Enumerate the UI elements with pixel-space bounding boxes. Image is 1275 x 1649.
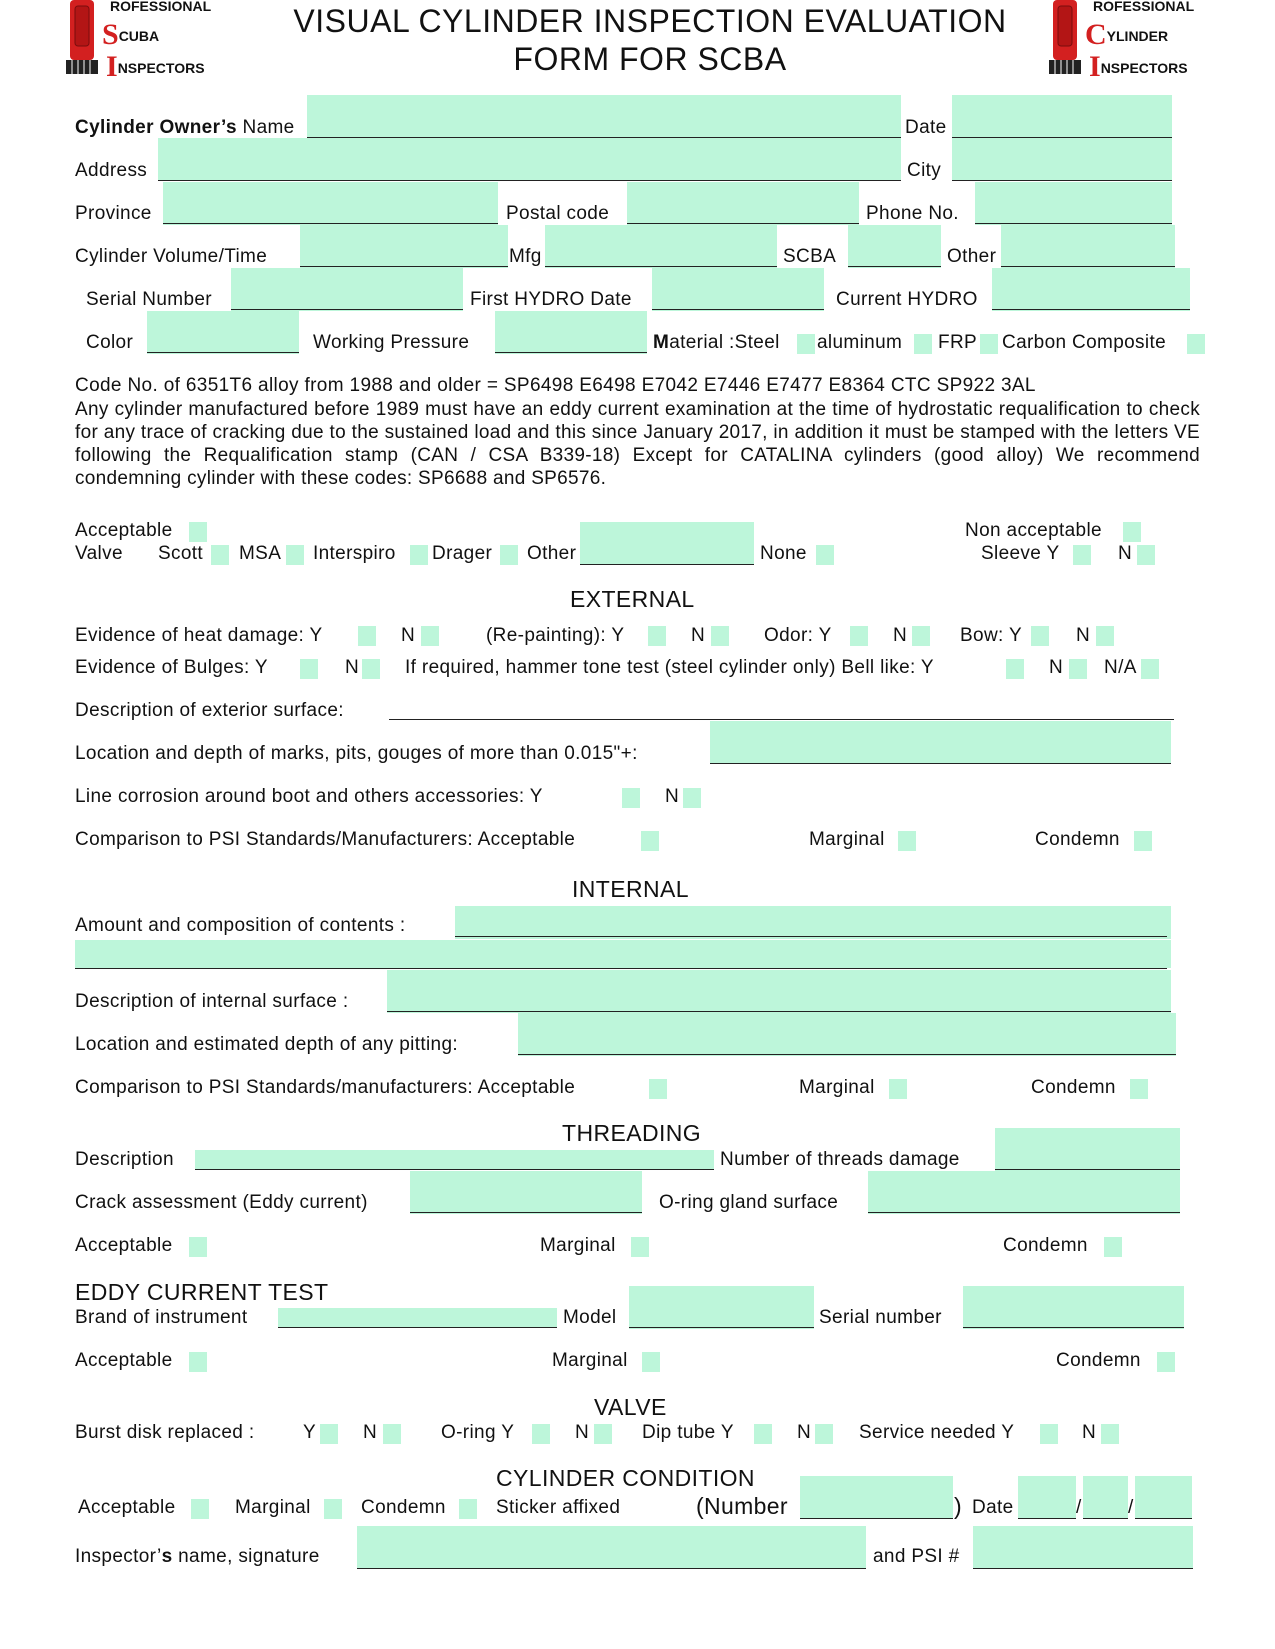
bow-yes-checkbox[interactable] — [1031, 626, 1049, 646]
valve-non-acceptable-label: Non acceptable — [965, 520, 1102, 541]
thread-description-label: Description — [75, 1149, 174, 1170]
condition-heading: CYLINDER CONDITION — [496, 1465, 755, 1491]
working-pressure-label: Working Pressure — [313, 332, 470, 353]
threading-condemn-checkbox[interactable] — [1104, 1237, 1122, 1257]
hammer-no-checkbox[interactable] — [1069, 659, 1087, 679]
burst-disk-yes-label: Y — [303, 1422, 317, 1443]
form-title-line-2: FORM FOR SCBA — [513, 41, 787, 77]
valve-heading: VALVE — [594, 1394, 667, 1420]
internal-acceptable-checkbox[interactable] — [649, 1079, 667, 1099]
condition-condemn-label: Condemn — [361, 1497, 446, 1518]
postal-code-label: Postal code — [506, 203, 610, 224]
line-corrosion-no-checkbox[interactable] — [683, 788, 701, 808]
threading-acceptable-label: Acceptable — [75, 1235, 173, 1256]
sleeve-label: Sleeve Y — [981, 543, 1060, 564]
condition-date-month-field[interactable] — [1083, 1476, 1128, 1519]
condition-date-label: Date — [972, 1497, 1014, 1518]
hammer-na-label: N/A — [1104, 657, 1137, 678]
valve-interspiro-checkbox[interactable] — [410, 545, 428, 565]
address-label: Address — [75, 160, 148, 181]
pitting-field[interactable] — [518, 1013, 1176, 1056]
internal-condemn-checkbox[interactable] — [1130, 1079, 1148, 1099]
eddy-model-field[interactable] — [629, 1286, 814, 1329]
external-marginal-checkbox[interactable] — [898, 831, 916, 851]
internal-surface-label: Description of internal surface : — [75, 991, 349, 1012]
threading-marginal-label: Marginal — [540, 1235, 616, 1256]
bulges-no-checkbox[interactable] — [362, 659, 380, 679]
material-steel-label: Material :Steel — [653, 332, 780, 353]
phone-label: Phone No. — [866, 203, 959, 224]
city-label: City — [907, 160, 942, 181]
condition-date-year-field[interactable] — [1135, 1476, 1192, 1519]
hammer-test-label: If required, hammer tone test (steel cylinder only) Bell like: Y — [405, 657, 934, 678]
hammer-na-checkbox[interactable] — [1141, 659, 1159, 679]
sticker-number-field[interactable] — [800, 1476, 953, 1519]
line-corrosion-label: Line corrosion around boot and others accessories: Y — [75, 786, 543, 807]
eddy-marginal-checkbox[interactable] — [642, 1352, 660, 1372]
odor-yes-checkbox[interactable] — [850, 626, 868, 646]
address-field[interactable] — [158, 138, 901, 181]
color-label: Color — [86, 332, 134, 353]
marks-depth-field[interactable] — [710, 721, 1171, 764]
external-condemn-checkbox[interactable] — [1134, 831, 1152, 851]
sticker-number-label: (Number — [696, 1493, 788, 1519]
material-frp-label: FRP — [938, 332, 978, 353]
other-field[interactable] — [1001, 225, 1175, 268]
marks-depth-label: Location and depth of marks, pits, gouges of more than 0.015"+: — [75, 743, 638, 764]
eddy-brand-field[interactable] — [278, 1308, 557, 1328]
phone-field[interactable] — [975, 182, 1172, 225]
line-corrosion-yes-checkbox[interactable] — [622, 788, 640, 808]
pitting-label: Location and estimated depth of any pitting: — [75, 1034, 458, 1055]
threads-damage-label: Number of threads damage — [720, 1149, 960, 1170]
logo-line-2: CYLINDER — [1085, 18, 1169, 51]
thread-description-field[interactable] — [195, 1150, 714, 1170]
eddy-current-notice: Any cylinder manufactured before 1989 must have an eddy current examination at the time of hydrostatic requalification to check for any trace of cracking due to the sustained load and this since January 2017, in addition it must be stamped with the letters VE following the Requalification stamp (CAN / CSA B339-18) Except for CATALINA cylinders (good alloy) We recommend condemning cylinder with these codes: SP6688 and SP6576. — [75, 399, 1200, 489]
volume-field[interactable] — [300, 225, 508, 268]
mfg-label: Mfg — [509, 246, 542, 267]
exterior-surface-label: Description of exterior surface: — [75, 700, 344, 721]
threads-damage-field[interactable] — [995, 1128, 1180, 1171]
material-carbon-label: Carbon Composite — [1002, 332, 1167, 353]
external-heading: EXTERNAL — [570, 586, 695, 612]
other-label: Other — [947, 246, 997, 267]
logo-line-3: INSPECTORS — [1089, 50, 1188, 83]
sleeve-yes-checkbox[interactable] — [1073, 545, 1091, 565]
contents-label: Amount and composition of contents : — [75, 915, 406, 936]
odor-no-checkbox[interactable] — [912, 626, 930, 646]
threading-heading: THREADING — [562, 1120, 702, 1146]
service-no-checkbox[interactable] — [1101, 1424, 1119, 1444]
form-title-line-1: VISUAL CYLINDER INSPECTION EVALUATION — [293, 3, 1007, 39]
inspector-signature-field[interactable] — [357, 1526, 866, 1569]
date-label: Date — [905, 117, 947, 138]
valve-scott-label: Scott — [158, 543, 204, 564]
threading-acceptable-checkbox[interactable] — [189, 1237, 207, 1257]
valve-drager-checkbox[interactable] — [500, 545, 518, 565]
material-aluminum-label: aluminum — [817, 332, 903, 353]
threading-marginal-checkbox[interactable] — [631, 1237, 649, 1257]
oring-no-label: N — [575, 1422, 590, 1443]
dip-tube-no-label: N — [797, 1422, 812, 1443]
valve-other-field[interactable] — [580, 522, 754, 565]
internal-marginal-checkbox[interactable] — [889, 1079, 907, 1099]
condition-marginal-label: Marginal — [235, 1497, 311, 1518]
psi-number-label: and PSI # — [873, 1546, 960, 1567]
eddy-heading: EDDY CURRENT TEST — [75, 1279, 329, 1305]
valve-interspiro-label: Interspiro — [313, 543, 396, 564]
bow-no-label: N — [1076, 625, 1091, 646]
first-hydro-field[interactable] — [652, 268, 824, 311]
owner-name-label: Cylinder Owner’s Name — [75, 117, 295, 138]
sleeve-no-checkbox[interactable] — [1137, 545, 1155, 565]
first-hydro-label: First HYDRO Date — [470, 289, 632, 310]
repainting-yes-checkbox[interactable] — [648, 626, 666, 646]
valve-drager-label: Drager — [432, 543, 493, 564]
eddy-brand-label: Brand of instrument — [75, 1307, 248, 1328]
working-pressure-field[interactable] — [495, 311, 647, 354]
sticker-number-close: ) — [954, 1493, 963, 1519]
heat-damage-label: Evidence of heat damage: Y — [75, 625, 323, 646]
burst-disk-label: Burst disk replaced : — [75, 1422, 255, 1443]
oring-gland-field[interactable] — [868, 1171, 1180, 1214]
service-needed-label: Service needed Y — [859, 1422, 1015, 1443]
eddy-condemn-checkbox[interactable] — [1157, 1352, 1175, 1372]
dip-tube-no-checkbox[interactable] — [815, 1424, 833, 1444]
alloy-codes-line: Code No. of 6351T6 alloy from 1988 and older = SP6498 E6498 E7042 E7446 E7477 E8364 CTC SP922 3AL — [75, 375, 1036, 396]
oring-label: O-ring Y — [441, 1422, 515, 1443]
oring-gland-label: O-ring gland surface — [659, 1192, 839, 1213]
postal-code-field[interactable] — [627, 182, 859, 225]
valve-none-label: None — [760, 543, 807, 564]
eddy-acceptable-checkbox[interactable] — [189, 1352, 207, 1372]
city-field[interactable] — [952, 138, 1172, 181]
province-label: Province — [75, 203, 152, 224]
condition-marginal-checkbox[interactable] — [324, 1499, 342, 1519]
external-comparison-label: Comparison to PSI Standards/Manufacturers: Acceptable — [75, 829, 576, 850]
material-steel-checkbox[interactable] — [797, 334, 815, 354]
logo-line-2: SCUBA — [102, 18, 160, 51]
heat-damage-no-checkbox[interactable] — [421, 626, 439, 646]
external-acceptable-checkbox[interactable] — [641, 831, 659, 851]
oring-no-checkbox[interactable] — [594, 1424, 612, 1444]
eddy-condemn-label: Condemn — [1056, 1350, 1141, 1371]
valve-msa-checkbox[interactable] — [286, 545, 304, 565]
bulges-label: Evidence of Bulges: Y — [75, 657, 268, 678]
heat-damage-yes-checkbox[interactable] — [358, 626, 376, 646]
logo-left — [62, 0, 242, 83]
valve-other-label: Other — [527, 543, 577, 564]
condition-acceptable-checkbox[interactable] — [191, 1499, 209, 1519]
eddy-model-label: Model — [563, 1307, 617, 1328]
inspector-label: Inspector’s name, signature — [75, 1546, 320, 1567]
crack-assessment-label: Crack assessment (Eddy current) — [75, 1192, 368, 1213]
condition-acceptable-label: Acceptable — [78, 1497, 176, 1518]
contents-field-1[interactable] — [455, 906, 1171, 939]
hammer-no-label: N — [1049, 657, 1064, 678]
mfg-field[interactable] — [545, 225, 777, 268]
internal-marginal-label: Marginal — [799, 1077, 875, 1098]
bulges-no-label: N — [345, 657, 360, 678]
threading-condemn-label: Condemn — [1003, 1235, 1088, 1256]
date-field[interactable] — [952, 95, 1172, 138]
bulges-yes-checkbox[interactable] — [300, 659, 318, 679]
internal-surface-field[interactable] — [387, 970, 1171, 1013]
odor-label: Odor: Y — [764, 625, 832, 646]
serial-number-field[interactable] — [231, 268, 463, 311]
sleeve-no-label: N — [1118, 543, 1133, 564]
material-aluminum-checkbox[interactable] — [914, 334, 932, 354]
service-yes-checkbox[interactable] — [1040, 1424, 1058, 1444]
sticker-affixed-label: Sticker affixed — [496, 1497, 621, 1518]
internal-condemn-label: Condemn — [1031, 1077, 1116, 1098]
valve-msa-label: MSA — [239, 543, 282, 564]
eddy-serial-field[interactable] — [963, 1286, 1184, 1329]
external-condemn-label: Condemn — [1035, 829, 1120, 850]
province-field[interactable] — [163, 182, 498, 225]
cylinder-logo-icon — [1045, 0, 1085, 80]
exterior-surface-line[interactable] — [389, 719, 1174, 720]
burst-disk-no-label: N — [363, 1422, 378, 1443]
dip-tube-label: Dip tube Y — [642, 1422, 734, 1443]
logo-right — [1045, 0, 1225, 83]
internal-comparison-label: Comparison to PSI Standards/manufacturers: Acceptable — [75, 1077, 576, 1098]
service-no-label: N — [1082, 1422, 1097, 1443]
line-corrosion-no-label: N — [665, 786, 680, 807]
valve-non-acceptable-checkbox[interactable] — [1123, 522, 1141, 542]
odor-no-label: N — [893, 625, 908, 646]
owner-name-field[interactable] — [307, 95, 901, 138]
valve-acceptable-label: Acceptable — [75, 520, 173, 541]
heat-damage-no-label: N — [401, 625, 416, 646]
valve-acceptable-checkbox[interactable] — [189, 522, 207, 542]
repainting-no-checkbox[interactable] — [711, 626, 729, 646]
crack-assessment-field[interactable] — [410, 1171, 642, 1214]
material-frp-checkbox[interactable] — [980, 334, 998, 354]
eddy-acceptable-label: Acceptable — [75, 1350, 173, 1371]
current-hydro-label: Current HYDRO — [836, 289, 978, 310]
internal-heading: INTERNAL — [572, 876, 689, 902]
scba-label: SCBA — [783, 246, 837, 267]
burst-disk-no-checkbox[interactable] — [383, 1424, 401, 1444]
cylinder-logo-icon — [62, 0, 102, 80]
external-marginal-label: Marginal — [809, 829, 885, 850]
logo-line-1: ROFESSIONAL — [110, 0, 212, 14]
serial-number-label: Serial Number — [86, 289, 212, 310]
valve-label: Valve — [75, 543, 123, 564]
bow-label: Bow: Y — [960, 625, 1022, 646]
date-slash-2: / — [1128, 1497, 1134, 1518]
current-hydro-field[interactable] — [992, 268, 1190, 311]
eddy-marginal-label: Marginal — [552, 1350, 628, 1371]
condition-date-day-field[interactable] — [1018, 1476, 1076, 1519]
condition-condemn-checkbox[interactable] — [459, 1499, 477, 1519]
material-carbon-checkbox[interactable] — [1187, 334, 1205, 354]
logo-line-1: ROFESSIONAL — [1093, 0, 1195, 14]
volume-label: Cylinder Volume/Time — [75, 246, 268, 267]
valve-scott-checkbox[interactable] — [211, 545, 229, 565]
bow-no-checkbox[interactable] — [1096, 626, 1114, 646]
repainting-no-label: N — [691, 625, 706, 646]
color-field[interactable] — [147, 311, 299, 354]
dip-tube-yes-checkbox[interactable] — [754, 1424, 772, 1444]
repainting-label: (Re-painting): Y — [486, 625, 625, 646]
eddy-serial-label: Serial number — [819, 1307, 942, 1328]
burst-disk-yes-checkbox[interactable] — [320, 1424, 338, 1444]
hammer-yes-checkbox[interactable] — [1006, 659, 1024, 679]
valve-none-checkbox[interactable] — [816, 545, 834, 565]
logo-line-3: INSPECTORS — [106, 50, 205, 83]
scba-field[interactable] — [848, 225, 941, 268]
contents-field-2[interactable] — [75, 940, 1171, 968]
date-slash-1: / — [1076, 1497, 1082, 1518]
psi-number-field[interactable] — [973, 1526, 1193, 1569]
oring-yes-checkbox[interactable] — [532, 1424, 550, 1444]
